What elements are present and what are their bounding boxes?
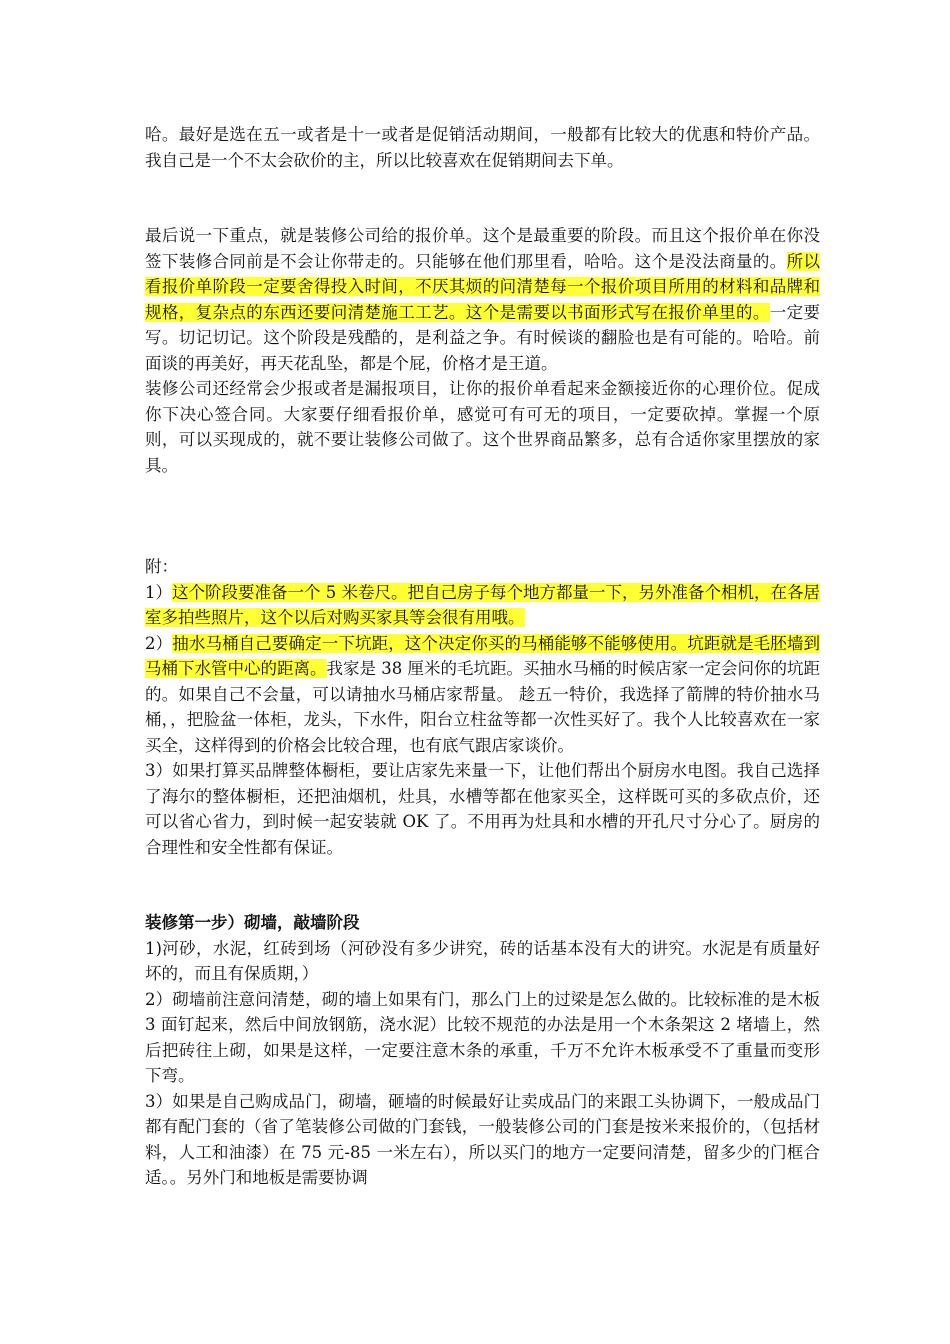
appendix-item-2-highlight: 抽水马桶自己要确定一下坑距，这个决定你买的马桶能够不能够使用。坑距就是毛胚墙到马桶下水管中心的距离。 xyxy=(145,633,821,678)
spacer xyxy=(145,478,820,554)
appendix-item-2 xyxy=(145,631,820,759)
step1-item-3: 3）如果是自己购成品门，砌墙，砸墙的时候最好让卖成品门的来跟工头协调下，一般成品门都有配门套的（省了笔装修公司做的门套钱，一般装修公司的门套是按米来报价的，（包括材料，人工和油漆）在 75 元-85 一米左右），所以买门的地方一定要问清楚，留多少的门框合适。。另外门和地板是需要协调 xyxy=(145,1091,820,1187)
quote-text-after: 一定要写。切记切记。这个阶段是残酷的，是利益之争。有时候谈的翻脸也是有可能的。哈哈。前面谈的再美好，再天花乱坠，都是个屁，价格才是王道。 xyxy=(145,302,821,373)
document-page xyxy=(145,122,820,1191)
appendix-item-1 xyxy=(145,580,820,631)
spacer xyxy=(145,173,820,223)
appendix-item-2-text: 我家是 38 厘米的毛坑距。买抽水马桶的时候店家一定会问你的坑距的。如果自己不会量，可以请抽水马桶店家帮量。 趁五一特价，我选择了箭牌的特价抽水马桶，，把脸盆一体柜，龙头，下水件，阳台立柱盆等都一次性买好了。我个人比较喜欢在一家买全，这样得到的价格会比较合理，也有底气跟店家谈价。 xyxy=(145,659,820,755)
quote-paragraph-2: 装修公司还经常会少报或者是漏报项目，让你的报价单看起来金额接近你的心理价位。促成你下决心签合同。大家要仔细看报价单，感觉可有可无的项目，一定要砍掉。掌握一个原则，可以买现成的，就不要让装修公司做了。这个世界商品繁多，总有合适你家里摆放的家具。 xyxy=(145,379,820,475)
intro-paragraph: 哈。最好是选在五一或者是十一或者是促销活动期间，一般都有比较大的优惠和特价产品。我自己是一个不太会砍价的主，所以比较喜欢在促销期间去下单。 xyxy=(145,125,820,170)
quote-text-before: 最后说一下重点，就是装修公司给的报价单。这个是最重要的阶段。而且这个报价单在你没签下装修合同前是不会让你带走的。只能够在他们那里看，哈哈。这个是没法商量的。 xyxy=(145,226,820,271)
step1-item-1: 1)河砂，水泥，红砖到场（河砂没有多少讲究，砖的话基本没有大的讲究。水泥是有质量好坏的，而且有保质期，） xyxy=(145,938,820,983)
appendix-item-1-number: 1） xyxy=(145,582,172,602)
quote-highlighted-text: 所以看报价单阶段一定要舍得投入时间，不厌其烦的问清楚每一个报价项目所用的材料和品牌和规格，复杂点的东西还要问清楚施工工艺。这个是需要以书面形式写在报价单里的。 xyxy=(145,251,821,322)
spacer xyxy=(145,860,820,910)
appendix-item-3: 3）如果打算买品牌整体橱柜，要让店家先来量一下，让他们帮出个厨房水电图。我自己选择了海尔的整体橱柜，还把油烟机，灶具，水槽等都在他家买全，这样既可买的多砍点价，还可以省心省力，到时候一起安装就 OK 了。不用再为灶具和水槽的开孔尺寸分心了。厨房的合理性和安全性都有保证。 xyxy=(145,761,820,857)
appendix-item-2-number: 2） xyxy=(145,633,173,653)
step1-heading: 装修第一步）砌墙，敲墙阶段 xyxy=(145,913,360,932)
appendix-label: 附： xyxy=(145,557,178,576)
quote-paragraph-1 xyxy=(145,223,820,376)
step1-item-2: 2）砌墙前注意问清楚，砌的墙上如果有门，那么门上的过梁是怎么做的。比较标准的是木板 3 面钉起来，然后中间放钢筋，浇水泥）比较不规范的办法是用一个木条架这 2 堵墙上，然后把砖往上砌，如果是这样，一定要注意木条的承重，千万不允许木板承受不了重量而变形下弯。 xyxy=(145,989,820,1085)
appendix-item-1-highlight: 这个阶段要准备一个 5 米卷尺。把自己房子每个地方都量一下，另外准备个相机，在各居室多拍些照片，这个以后对购买家具等会很有用哦。 xyxy=(145,582,820,627)
